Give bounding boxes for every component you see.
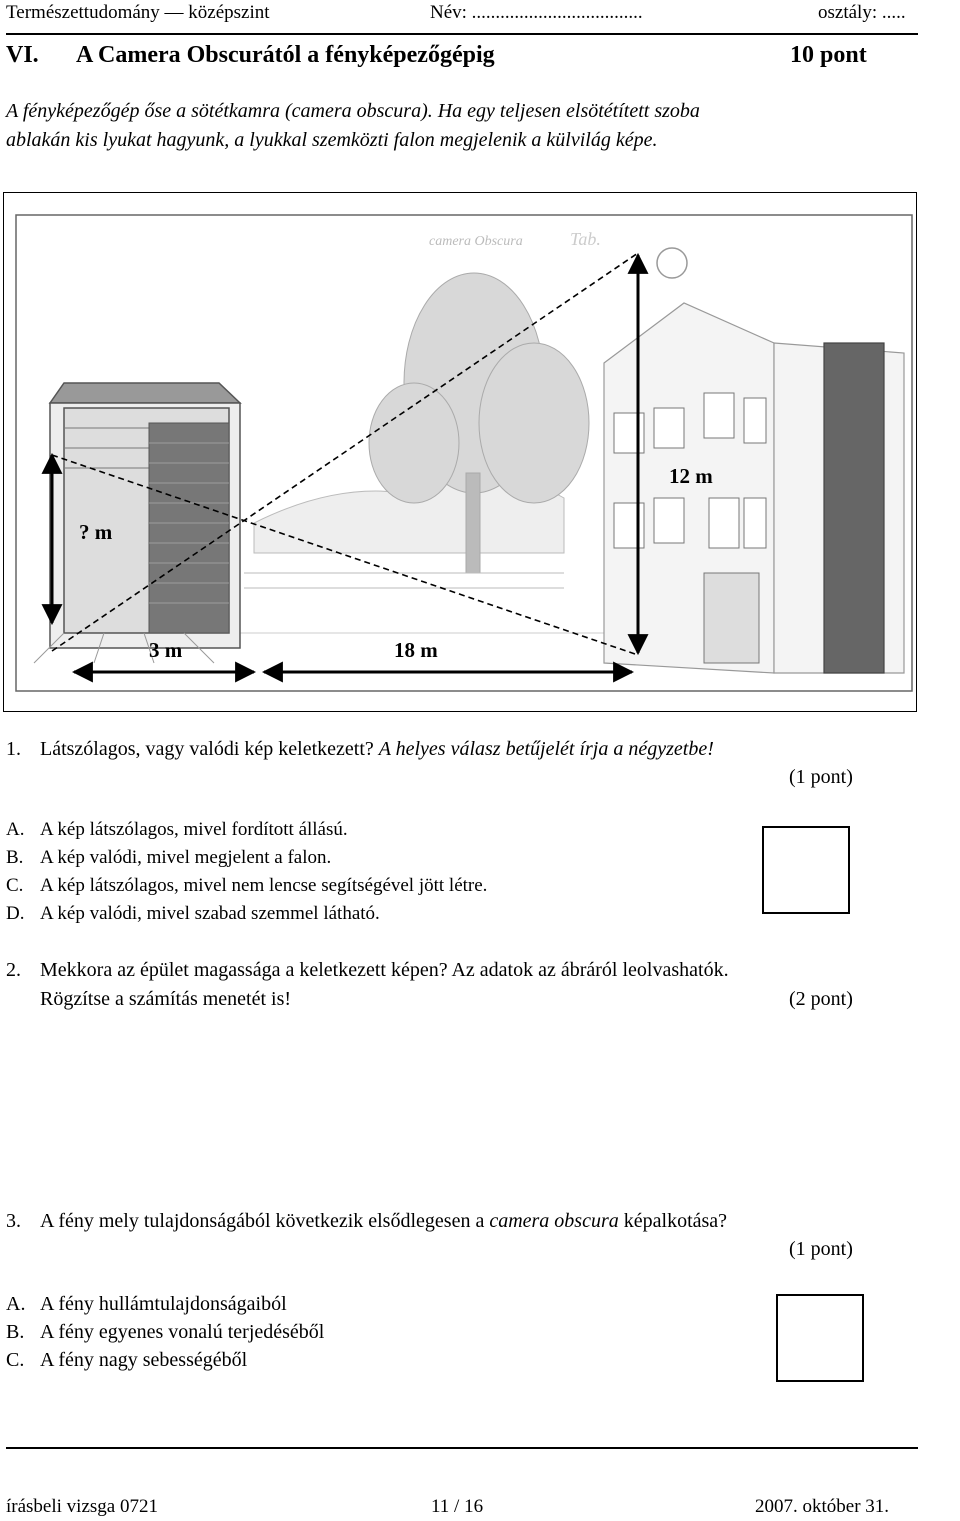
q3-points: (1 pont) bbox=[789, 1238, 853, 1260]
q1-answer-box[interactable] bbox=[762, 826, 850, 914]
svg-text:Tab.: Tab. bbox=[570, 229, 601, 249]
q1-option-text-c: A kép látszólagos, mivel nem lencse segítségével jött létre. bbox=[40, 875, 488, 896]
q2-number: 2. bbox=[6, 959, 21, 981]
q1-option-text-b: A kép valódi, mivel megjelent a falon. bbox=[40, 847, 332, 868]
q3-option-letter-a: A. bbox=[6, 1293, 26, 1315]
q3-option-text-a: A fény hullámtulajdonságaiból bbox=[40, 1293, 287, 1315]
q1-instruction: A helyes válasz betűjelét írja a négyzetbe! bbox=[378, 738, 714, 760]
q1-points: (1 pont) bbox=[789, 766, 853, 788]
intro-line-1: A fényképezőgép őse a sötétkamra (camera obscura). Ha egy teljesen elsötétített szoba bbox=[6, 100, 700, 122]
q1-number: 1. bbox=[6, 738, 21, 760]
q1-option-text-a: A kép látszólagos, mivel fordított állású. bbox=[40, 819, 348, 840]
label-room-depth: 3 m bbox=[149, 638, 183, 662]
q1-option-letter-c: C. bbox=[6, 875, 24, 896]
q1-option-letter-b: B. bbox=[6, 847, 24, 868]
q3-number: 3. bbox=[6, 1210, 21, 1232]
q3-option-text-c: A fény nagy sebességéből bbox=[40, 1349, 248, 1371]
q3-option-letter-c: C. bbox=[6, 1349, 25, 1371]
header-class-field: osztály: ..... bbox=[818, 2, 906, 23]
footer-left: írásbeli vizsga 0721 bbox=[6, 1496, 158, 1517]
q2-line-2: Rögzítse a számítás menetét is! bbox=[40, 988, 292, 1010]
header-name-field: Név: .................................... bbox=[430, 2, 643, 23]
q3-option-text-b: A fény egyenes vonalú terjedéséből bbox=[40, 1321, 325, 1343]
q1-option-letter-d: D. bbox=[6, 903, 25, 924]
label-object-height: 12 m bbox=[669, 464, 713, 488]
section-number: VI. bbox=[6, 42, 39, 68]
footer-rule bbox=[6, 1447, 918, 1449]
q3-answer-box[interactable] bbox=[776, 1294, 864, 1382]
q2-points: (2 pont) bbox=[789, 988, 853, 1010]
camera-obscura-figure bbox=[3, 192, 917, 712]
q1-question bbox=[40, 738, 714, 761]
label-image-height: ? m bbox=[79, 520, 113, 544]
section-points: 10 pont bbox=[790, 42, 867, 68]
q3-text-italic: camera obscura bbox=[489, 1210, 619, 1232]
footer-date: 2007. október 31. bbox=[755, 1496, 890, 1517]
figure-illustration bbox=[4, 193, 916, 711]
header-rule bbox=[6, 33, 918, 35]
svg-text:camera Obscura: camera Obscura bbox=[429, 234, 523, 249]
q3-option-letter-b: B. bbox=[6, 1321, 25, 1343]
q2-line-1: Mekkora az épület magassága a keletkezett képen? Az adatok az ábráról leolvashatók. bbox=[40, 959, 729, 981]
q3-question bbox=[40, 1210, 727, 1233]
label-distance: 18 m bbox=[394, 638, 438, 662]
intro-line-2: ablakán kis lyukat hagyunk, a lyukkal szemközti falon megjelenik a külvilág képe. bbox=[6, 129, 658, 151]
q1-option-letter-a: A. bbox=[6, 819, 25, 840]
q1-option-text-d: A kép valódi, mivel szabad szemmel látható. bbox=[40, 903, 380, 924]
footer-page-number: 11 / 16 bbox=[431, 1496, 484, 1517]
header-subject: Természettudomány — középszint bbox=[6, 2, 270, 23]
q3-text-after: képalkotása? bbox=[623, 1210, 728, 1232]
q3-text-before: A fény mely tulajdonságából következik elsődlegesen a bbox=[40, 1210, 485, 1232]
q1-text: Látszólagos, vagy valódi kép keletkezett? bbox=[40, 738, 374, 760]
section-title: A Camera Obscurától a fényképezőgépig bbox=[76, 42, 495, 68]
